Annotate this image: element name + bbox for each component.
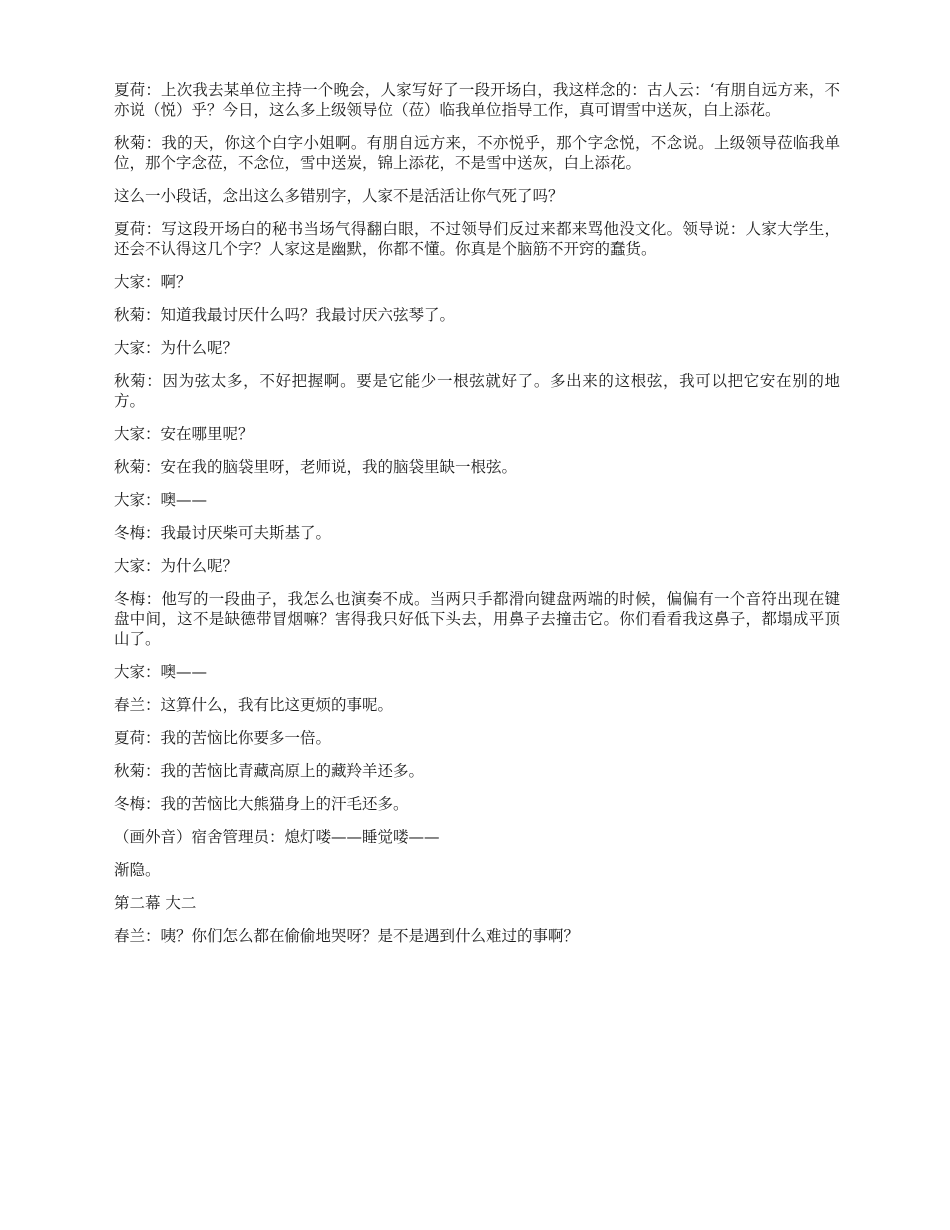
paragraph-12: 冬梅：我最讨厌柴可夫斯基了。 xyxy=(114,524,332,542)
paragraph-18: 秋菊：我的苦恼比青藏高原上的藏羚羊还多。 xyxy=(114,762,425,780)
scene-heading: 第二幕 大二 xyxy=(114,894,197,912)
paragraph-3: 这么一小段话，念出这么多错别字，人家不是活活让你气死了吗？ xyxy=(114,187,564,205)
paragraph-17: 夏荷：我的苦恼比你要多一倍。 xyxy=(114,729,332,747)
paragraph-5: 大家：啊？ xyxy=(114,273,192,291)
paragraph-2: 秋菊：我的天，你这个白字小姐啊。有朋自远方来，不亦悦乎，那个字念悦，不念说。上级领导莅临我单位，那个字念莅，不念位，雪中送炭，锦上添花，不是雪中送灰，白上添花。 xyxy=(114,134,840,172)
paragraph-8: 秋菊：因为弦太多，不好把握啊。要是它能少一根弦就好了。多出来的这根弦，我可以把它安在别的地方。 xyxy=(114,372,840,410)
paragraph-14: 冬梅：他写的一段曲子，我怎么也演奏不成。当两只手都滑向键盘两端的时候，偏偏有一个音符出现在键盘中间，这不是缺德带冒烟嘛？害得我只好低下头去，用鼻子去撞击它。你们看看我这鼻子，都塌成平顶山了。 xyxy=(114,590,840,648)
paragraph-23: 春兰：咦？你们怎么都在偷偷地哭呀？是不是遇到什么难过的事啊？ xyxy=(114,927,580,945)
paragraph-9: 大家：安在哪里呢？ xyxy=(114,425,254,443)
paragraph-1: 夏荷：上次我去某单位主持一个晚会，人家写好了一段开场白，我这样念的：古人云：‘有朋自远方来，不亦说（悦）乎？今日，这么多上级领导位（莅）临我单位指导工作，真可谓雪中送灰，白上添花。 xyxy=(114,81,840,119)
paragraph-6: 秋菊：知道我最讨厌什么吗？我最讨厌六弦琴了。 xyxy=(114,306,456,324)
paragraph-10: 秋菊：安在我的脑袋里呀，老师说，我的脑袋里缺一根弦。 xyxy=(114,458,518,476)
paragraph-4: 夏荷：写这段开场白的秘书当场气得翻白眼，不过领导们反过来都来骂他没文化。领导说：人家大学生，还会不认得这几个字？人家这是幽默，你都不懂。你真是个脑筋不开窍的蠢货。 xyxy=(114,220,840,258)
paragraph-15: 大家：噢—— xyxy=(114,663,208,681)
paragraph-16: 春兰：这算什么，我有比这更烦的事呢。 xyxy=(114,696,394,714)
paragraph-19: 冬梅：我的苦恼比大熊猫身上的汗毛还多。 xyxy=(114,795,409,813)
document-body xyxy=(114,80,840,959)
paragraph-21: 渐隐。 xyxy=(114,861,161,879)
paragraph-20: （画外音）宿舍管理员：熄灯喽——睡觉喽—— xyxy=(114,828,440,846)
paragraph-7: 大家：为什么呢？ xyxy=(114,339,239,357)
paragraph-13: 大家：为什么呢？ xyxy=(114,557,239,575)
paragraph-11: 大家：噢—— xyxy=(114,491,208,509)
